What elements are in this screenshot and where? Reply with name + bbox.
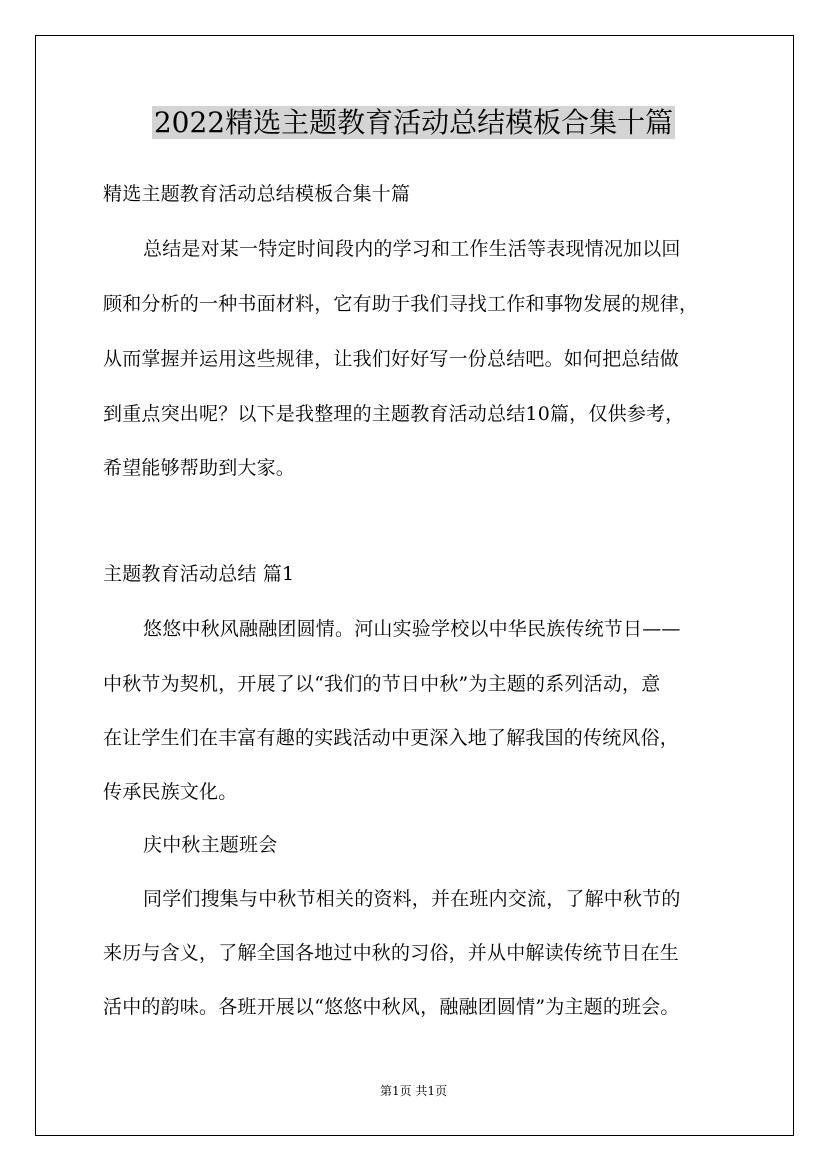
section-heading: 主题教育活动总结 篇1 <box>103 563 295 585</box>
paragraph-line: 同学们搜集与中秋节相关的资料，并在班内交流，了解中秋节的 <box>143 888 681 910</box>
paragraph-line: 活中的韵味。各班开展以“悠悠中秋风，融融团圆情”为主题的班会。 <box>103 996 680 1018</box>
paragraph-line: 到重点突出呢？以下是我整理的主题教育活动总结10篇，仅供参考， <box>103 403 685 425</box>
document-title <box>0 103 827 143</box>
subtitle-line: 精选主题教育活动总结模板合集十篇 <box>103 183 411 205</box>
paragraph-line: 中秋节为契机，开展了以“我们的节日中秋”为主题的系列活动，意 <box>103 673 661 695</box>
paragraph-line: 传承民族文化。 <box>103 781 238 803</box>
paragraph-line: 在让学生们在丰富有趣的实践活动中更深入地了解我国的传统风俗， <box>103 727 680 749</box>
paragraph-line: 悠悠中秋风融融团圆情。河山实验学校以中华民族传统节日—— <box>143 618 681 640</box>
paragraph-line: 从而掌握并运用这些规律，让我们好好写一份总结吧。如何把总结做 <box>103 348 680 370</box>
paragraph-line: 希望能够帮助到大家。 <box>103 457 296 479</box>
subsection-heading: 庆中秋主题班会 <box>143 834 278 856</box>
document-title-text: 2022精选主题教育活动总结模板合集十篇 <box>153 106 674 139</box>
paragraph-line: 总结是对某一特定时间段内的学习和工作生活等表现情况加以回 <box>143 238 681 260</box>
paragraph-line: 顾和分析的一种书面材料，它有助于我们寻找工作和事物发展的规律， <box>103 293 699 315</box>
page-footer: 第1页 共1页 <box>379 1084 448 1098</box>
paragraph-line: 来历与含义，了解全国各地过中秋的习俗，并从中解读传统节日在生 <box>103 942 680 964</box>
